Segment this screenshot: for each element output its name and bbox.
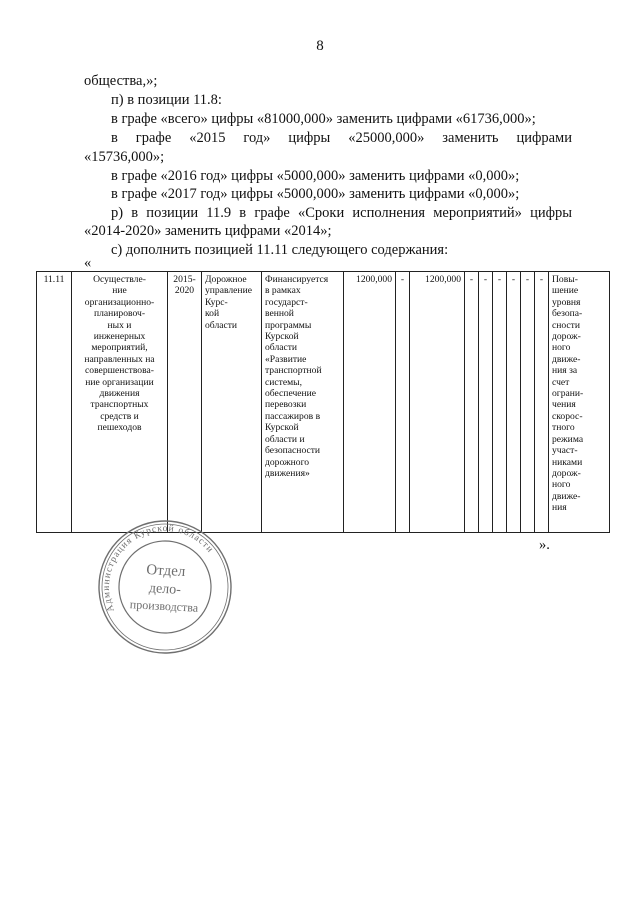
page-number: 8 bbox=[316, 38, 324, 54]
text-line-5: в графе «2016 год» цифры «5000,000» заменить цифрами «0,000»; bbox=[111, 168, 520, 184]
text-line-3: в графе «всего» цифры «81000,000» заменить цифрами «61736,000»; bbox=[111, 111, 536, 127]
cell-dash: - bbox=[396, 272, 410, 533]
cell-result: Повы- шение уровня безопа- сности дорож- ного движе- ния за счет ограни- чения скорос- тного режима участ- никами дорож- ного движе- ния bbox=[549, 272, 610, 533]
stamp-inner-line-3: производства bbox=[129, 597, 199, 615]
cell-dash: - bbox=[535, 272, 549, 533]
cell-dash: - bbox=[493, 272, 507, 533]
stamp-inner-line-2: дело- bbox=[148, 581, 182, 598]
amendment-table bbox=[36, 271, 610, 533]
stamp-outer-text: Администрация Курской области bbox=[101, 523, 216, 614]
text-line-7b: «2014-2020» заменить цифрами «2014»; bbox=[84, 223, 332, 239]
close-quote: ». bbox=[539, 537, 550, 553]
cell-number: 11.11 bbox=[37, 272, 72, 533]
cell-period: 2015- 2020 bbox=[168, 272, 202, 533]
cell-financing: Финансируется в рамках государст- венной программы Курской области «Развитие транспортной системы, обеспечение перевозки пассажиров в Курской области и безопасности дорожного движения» bbox=[262, 272, 344, 533]
text-line-7a: р) в позиции 11.9 в графе «Сроки исполнения мероприятий» цифры bbox=[111, 205, 572, 221]
text-line-8: с) дополнить позицией 11.11 следующего содержания: bbox=[111, 242, 449, 258]
cell-measure: Осуществле- ние организационно- планировоч- ных и инженерных мероприятий, направленных на совершенствова- ние организации движения транспортных средств и пешеходов bbox=[72, 272, 168, 533]
text-line-1: общества,»; bbox=[84, 73, 158, 89]
text-line-4b: «15736,000»; bbox=[84, 149, 165, 165]
cell-dash: - bbox=[479, 272, 493, 533]
cell-dash: - bbox=[507, 272, 521, 533]
cell-dash: - bbox=[465, 272, 479, 533]
text-line-2: п) в позиции 11.8: bbox=[111, 92, 222, 108]
cell-executor: Дорожное управление Курс- кой области bbox=[202, 272, 262, 533]
stamp-inner-line-1: Отдел bbox=[145, 562, 186, 581]
open-quote: « bbox=[84, 255, 92, 271]
cell-year-2015: 1200,000 bbox=[410, 272, 465, 533]
text-line-4a: в графе «2015 год» цифры «25000,000» заменить цифрами bbox=[111, 130, 572, 146]
office-stamp-icon bbox=[95, 517, 235, 657]
cell-dash: - bbox=[521, 272, 535, 533]
cell-total: 1200,000 bbox=[344, 272, 396, 533]
text-line-6: в графе «2017 год» цифры «5000,000» заменить цифрами «0,000»; bbox=[111, 186, 520, 202]
table-row bbox=[37, 272, 610, 533]
